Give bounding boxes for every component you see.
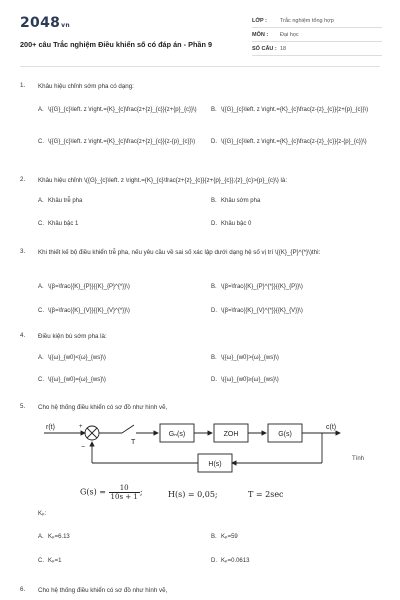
page: 2048vn 200+ câu Trắc nghiệm Điều khiển số có đáp án - Phần 9 LỚP : Trắc nghiệm tổng hợp MÔN : Đại học SỐ CÂU : 18 1. Khâu hiệu chỉnh sớm pha có dạng: A. \({G}_{c}\left. z \right.={K}_{c}\frac{z+{z}_{c}}{z+{p}_{c}}\) B. \({G}_{c}\left. z \right.={K}_{c}\frac{z-{z}_{c}}{z+{p}_{c}}\) C. \({G}_{c}\left. z \right.={K}_{c}\frac{z+{z}_{c}}{z-{p}_{c}}\) D. \({G}_{c}\left. z \right.={K}_{c}\frac{z-{z}_{c}}{z-{p}_{c}}\) 2. Khâu hiệu chỉnh \({G}_{c}\left. z \right.={K}_{c}\frac{z+{z}_{c}}{z+{p}_{c}};{z}_{c}>{p}_{c}\) là: A. Khâu trễ pha B. Khâu sớm pha C. Khâu bậc 1 D. Khâu bậc 0 3. Khi thiết kế bộ điều khiển trễ pha, nếu yêu cầu về sai số xác lập dưới dạng hệ số vị trí \({K}_{P}^{*}\)thì: A. \(β=\frac{{K}_{P}}{{K}_{P}^{*}}\) B. \(β=\frac{{K}_{P}^{*}}{{K}_{P}}\) C. \(β=\frac{{K}_{V}}{{K}_{V}^{*}}\) D. \(β=\frac{{K}_{V}^{*}}{{K}_{V}}\) 4. Điều kiện bù sớm pha là: A. \({ω}_{w0}<{ω}_{ws}\) B. \({ω}_{w0}>{ω}_{ws}\) C. \({ω}_{w0}={ω}_{ws}\) D. \({ω}_{w0}≥{ω}_{ws}\) 5. Cho hệ thống điều khiển có sơ đồ như hình vẽ, r(t) c(t) T + − Gₙ(s) ZOH G(s) H(s) Tính G(s) = $\frac{10}{10s + 1}$ ; H(s) = 0,05; T = 2sec Kₚ: A. Kₚ=6.13 B. Kₚ=59 C. Kₚ=1 D. Kₚ=0.0613 6. Cho hệ thống điều khiển có sơ đồ như hình vẽ, — [0, 0, 400, 600]
header — [20, 12, 380, 58]
sampler-switch — [122, 425, 134, 433]
gc-label: Gₙ(s) — [168, 431, 186, 438]
output-label: c(t) — [326, 424, 337, 431]
block-diagram — [44, 419, 344, 477]
header-divider — [20, 66, 380, 67]
zoh-label: ZOH — [223, 431, 239, 438]
question-text: Cho hệ thống điều khiển có sơ đồ như hình vẽ, — [38, 404, 168, 411]
meta-row-count: SỐ CÂU : 18 — [252, 42, 382, 56]
question-text: Khâu hiệu chỉnh sớm pha có dạng: — [38, 83, 134, 90]
g-equation: G(s) = $\frac{10}{10s + 1}$ ; — [80, 484, 143, 501]
question-text: Cho hệ thống điều khiển có sơ đồ như hình vẽ, — [38, 587, 168, 594]
meta-row-subject: MÔN : Đại học — [252, 28, 382, 42]
h-equation: H(s) = 0,05; — [168, 490, 218, 499]
t-equation: T = 2sec — [248, 490, 284, 499]
question-number: 5. — [20, 403, 26, 410]
question-text: Điều kiện bù sớm pha là: — [38, 333, 107, 340]
input-label: r(t) — [46, 424, 55, 431]
h-label: H(s) — [208, 461, 222, 468]
meta-table — [252, 14, 382, 56]
question-text: Khi thiết kế bộ điều khiển trễ pha, nếu yêu cầu về sai số xác lập dưới dạng hệ số vị trí \({K}_{P}^{*}\)thì: — [38, 249, 321, 256]
question-number: 4. — [20, 332, 26, 339]
question-number: 2. — [20, 176, 26, 183]
page-title: 200+ câu Trắc nghiệm Điều khiển số có đáp án - Phần 9 — [20, 40, 213, 49]
compute-label: Tính — [352, 456, 365, 462]
minus-sign: − — [81, 444, 86, 451]
question-number: 1. — [20, 82, 26, 89]
g-label: G(s) — [278, 431, 292, 438]
sampler-label: T — [131, 439, 136, 446]
plus-sign: + — [79, 424, 83, 430]
question-sub: Kₚ: — [38, 511, 47, 517]
question-number: 6. — [20, 586, 26, 593]
meta-row-class: LỚP : Trắc nghiệm tổng hợp — [252, 14, 382, 28]
question-text: Khâu hiệu chỉnh \({G}_{c}\left. z \right.={K}_{c}\frac{z+{z}_{c}}{z+{p}_{c}};{z}_{c}>{p}_{c}\) là: — [38, 177, 288, 184]
question-number: 3. — [20, 248, 26, 255]
site-logo[interactable]: 2048vn — [20, 15, 70, 31]
